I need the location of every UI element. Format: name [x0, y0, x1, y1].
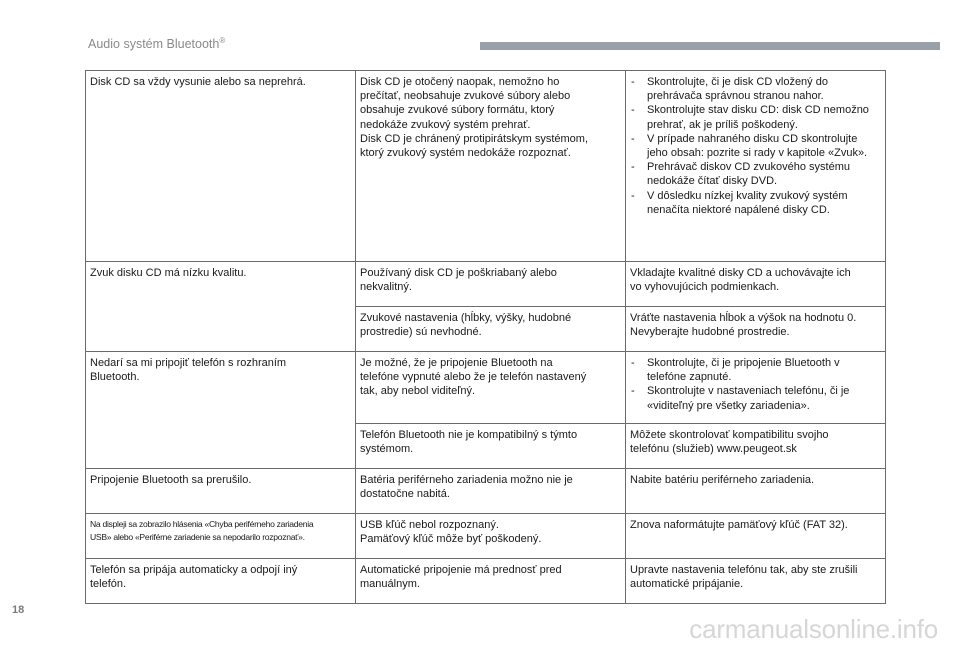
- text-line: Telefón Bluetooth nie je kompatibilný s týmto: [360, 428, 578, 441]
- text-line: prostredie) sú nevhodné.: [360, 326, 482, 339]
- text-line: telefóne vypnuté alebo že je telefón nastavený: [360, 371, 587, 384]
- question-cell: [86, 513, 356, 558]
- text-line: Nabite batériu periférneho zariadenia.: [630, 473, 815, 486]
- solution-cell: [626, 71, 886, 262]
- text-line: nedokáže zvukový systém prehrať.: [360, 118, 531, 131]
- table-row: [86, 513, 886, 558]
- text-line: Automatické pripojenie má prednosť pred: [360, 563, 562, 576]
- text-line: Vkladajte kvalitné disky CD a uchovávajte ich: [630, 267, 851, 279]
- solution-cell: [626, 423, 886, 468]
- question-text: Disk CD sa vždy vysunie alebo sa neprehrá.: [90, 76, 306, 88]
- cause-text: [360, 75, 619, 160]
- table-row: [86, 352, 886, 424]
- list-item: - Skontrolujte, či je pripojenie Bluetooth v telefóne zapnuté.: [630, 356, 879, 384]
- text-line: obsahuje zvukové súbory formátu, ktorý: [360, 104, 555, 117]
- page-header-title: [88, 36, 225, 51]
- text-line: Môžete skontrolovať kompatibilitu svojho: [630, 428, 829, 441]
- solution-cell: [626, 262, 886, 307]
- troubleshooting-table: [85, 70, 886, 604]
- text-line: Na displeji sa zobrazilo hlásenia «Chyba periférneho zariadenia: [90, 518, 314, 529]
- table-row: [86, 558, 886, 603]
- header-title-text: Audio systém Bluetooth: [88, 37, 220, 52]
- text-line: Disk CD je chránený protipirátskym systémom,: [360, 132, 589, 145]
- solution-cell: [626, 513, 886, 558]
- list-item: - Skontrolujte stav disku CD: disk CD nemožno prehrať, ak je príliš poškodený.: [630, 103, 879, 131]
- text-line: Bluetooth.: [90, 371, 140, 384]
- list-item: - Skontrolujte v nastaveniach telefónu, či je «viditeľný pre všetky zariadenia».: [630, 384, 879, 412]
- list-item: - Skontrolujte, či je disk CD vložený do prehrávača správnou stranou nahor.: [630, 75, 879, 103]
- list-item: - V dôsledku nízkej kvality zvukový systém nenačíta niektoré napálené disky CD.: [630, 189, 879, 217]
- text-line: Používaný disk CD je poškriabaný alebo: [360, 267, 557, 279]
- text-line: dostatočne nabitá.: [360, 488, 450, 501]
- cause-cell: [356, 558, 626, 603]
- text-line: Je možné, že je pripojenie Bluetooth na: [360, 357, 553, 369]
- solution-cell: [626, 558, 886, 603]
- text-line: Telefón sa pripája automaticky a odpojí iný: [90, 563, 298, 576]
- question-cell: [86, 468, 356, 513]
- text-line: Upravte nastavenia telefónu tak, aby ste zrušili: [630, 563, 858, 576]
- text-line: nekvalitný.: [360, 281, 412, 294]
- text-line: telefónu (služieb) www.peugeot.sk: [630, 443, 797, 456]
- text-line: Pamäťový kľúč môže byť poškodený.: [360, 533, 542, 546]
- table-row: [86, 262, 886, 307]
- solution-list: [630, 75, 879, 217]
- text-line: Disk CD je otočený naopak, nemožno ho: [360, 76, 560, 88]
- page-number: 18: [12, 604, 25, 616]
- text-line: Nevyberajte hudobné prostredie.: [630, 326, 790, 339]
- text-line: USB» alebo «Periférne zariadenie sa nepodarilo rozpoznať».: [90, 531, 305, 542]
- text-line: vo vyhovujúcich podmienkach.: [630, 281, 780, 294]
- question-cell: [86, 352, 356, 469]
- text-line: systémom.: [360, 443, 414, 456]
- text-line: Znova naformátujte pamäťový kľúč (FAT 32).: [630, 518, 848, 531]
- cause-cell: [356, 262, 626, 307]
- text-line: telefón.: [90, 578, 127, 591]
- question-text: Pripojenie Bluetooth sa prerušilo.: [90, 473, 252, 486]
- header-divider-bar: [480, 42, 940, 50]
- cause-cell: [356, 352, 626, 424]
- table-row: [86, 468, 886, 513]
- solution-cell: [626, 352, 886, 424]
- text-line: Vráťte nastavenia hĺbok a výšok na hodnotu 0.: [630, 312, 857, 324]
- text-line: tak, aby nebol viditeľný.: [360, 385, 476, 398]
- registered-mark: ®: [219, 36, 226, 45]
- text-line: Zvukové nastavenia (hĺbky, výšky, hudobné: [360, 312, 572, 324]
- cause-cell: [356, 71, 626, 262]
- cause-cell: [356, 513, 626, 558]
- question-cell: [86, 71, 356, 262]
- list-item: - Prehrávač diskov CD zvukového systému nedokáže čítať disky DVD.: [630, 160, 879, 188]
- question-text: Zvuk disku CD má nízku kvalitu.: [90, 267, 247, 279]
- cause-cell: [356, 423, 626, 468]
- text-line: automatické pripájanie.: [630, 578, 744, 591]
- question-cell: [86, 558, 356, 603]
- solution-cell: [626, 307, 886, 352]
- watermark-text: carmanualsonline.info: [689, 614, 938, 644]
- cause-cell: [356, 468, 626, 513]
- list-item: - V prípade nahraného disku CD skontrolujte jeho obsah: pozrite si rady v kapitole «Zvuk».: [630, 132, 879, 160]
- solution-cell: [626, 468, 886, 513]
- question-cell: [86, 262, 356, 352]
- table-row: [86, 71, 886, 262]
- solution-list: [630, 356, 879, 413]
- text-line: Batéria periférneho zariadenia možno nie je: [360, 473, 573, 486]
- text-line: USB kľúč nebol rozpoznaný.: [360, 518, 499, 531]
- text-line: Nedarí sa mi pripojiť telefón s rozhraním: [90, 357, 287, 369]
- text-line: ktorý zvukový systém nedokáže rozpoznať.: [360, 147, 571, 160]
- text-line: prečítať, neobsahuje zvukové súbory alebo: [360, 90, 571, 103]
- cause-cell: [356, 307, 626, 352]
- text-line: manuálnym.: [360, 578, 420, 591]
